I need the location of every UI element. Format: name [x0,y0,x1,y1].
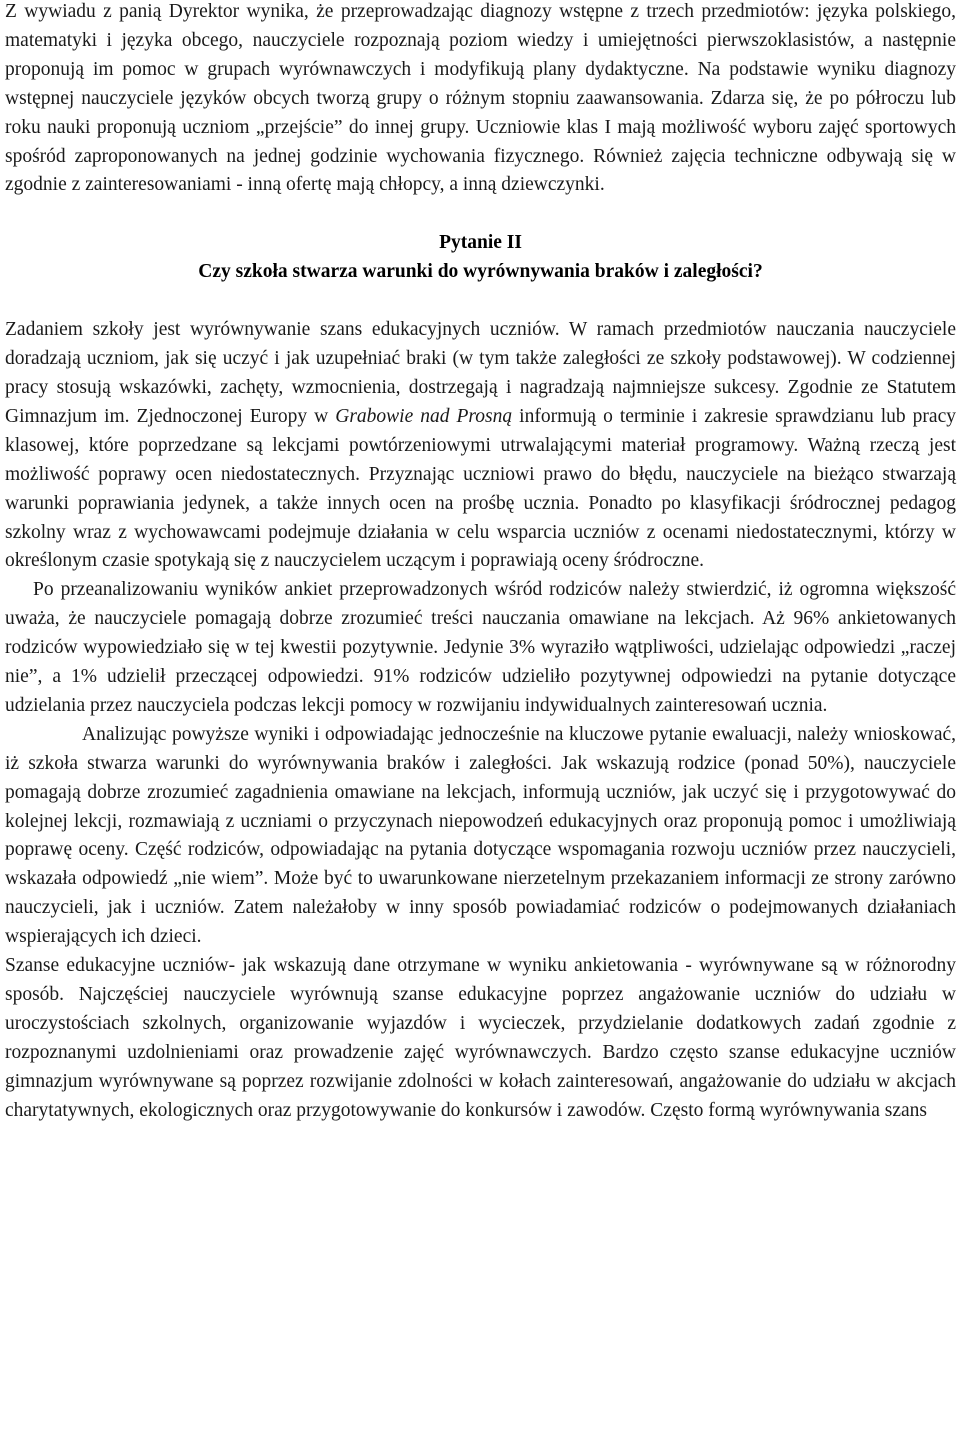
spacer [5,200,956,229]
paragraph-answer-part1: Zadaniem szkoły jest wyrównywanie szans edukacyjnych uczniów. W ramach przedmiotów nauczania nauczyciele doradzają uczniom, jak się uczyć i jak uzupełniać braki (w tym także zaległości ze szkoły podstawowej). W codziennej pracy stosują wskazówki, zachęty, wzmocnienia, dostrzegają i nagradzają najmniejsze sukcesy. Zgodnie ze Statutem Gimnazjum im. Zjednoczonej Europy w [5,319,956,427]
paragraph-analysis: Analizując powyższe wyniki i odpowiadając jednocześnie na kluczowe pytanie ewaluacji, należy wnioskować, iż szkoła stwarza warunki do wyrównywania braków i zaległości. Jak wskazują rodzice (ponad 50%), nauczyciele pomagają dobrze zrozumieć zagadnienia omawiane na lekcjach, informują uczniów, jak uczyć się i przygotowywać do kolejnej lekcji, rozmawiają z uczniami o przyczynach niepowodzeń edukacyjnych oraz proponują pomoc i umożliwiają poprawę oceny. Część rodziców, odpowiadając na pytania dotyczące wspomagania rozwoju uczniów przez nauczycieli, wskazała odpowiedź „nie wiem”. Może być to uwarunkowane nierzetelnym przekazaniem informacji ze strony zarówno nauczycieli, jak i uczniów. Zatem należałoby w inny sposób powiadamiać rodziców o podejmowanych działaniach wspierających ich dzieci. [5,723,956,948]
place-name-italic: Grabowie nad Prosną [335,405,513,427]
paragraph-intro: Z wywiadu z panią Dyrektor wynika, że przeprowadzając diagnozy wstępne z trzech przedmiotów: języka polskiego, matematyki i języka obcego, nauczyciele rozpoznają poziom wiedzy i umiejętności pierwszoklasistów, a następnie proponują im pomoc w grupach wyrównawczych i modyfikują plany dydaktyczne. Na podstawie wyniku diagnozy wstępnej nauczyciele języków obcych tworzą grupy o różnym stopniu zaawansowania. Zdarza się, że po półroczu lub roku nauki proponują uczniom „przejście” do innej grupy. Uczniowie klas I mają możliwość wyboru zajęć sportowych spośród zaproponowanych na jednej godzinie wychowania fizycznego. Również zajęcia techniczne odbywają się w zgodnie z zainteresowaniami - inną ofertę mają chłopcy, a inną dziewczynki. [5,1,956,196]
spacer [5,287,956,316]
question-label: Pytanie II [439,232,522,254]
paragraph-chances: Szanse edukacyjne uczniów- jak wskazują dane otrzymane w wyniku ankietowania - wyrównywane są w różnorodny sposób. Najczęściej nauczyciele wyrównują szanse edukacyjne poprzez angażowanie uczniów do udziału w uroczystościach szkolnych, organizowanie wyjazdów i wycieczek, przydzielanie dodatkowych zadań zgodnie z rozpoznanymi uzdolnieniami oraz prowadzenie zajęć wyrównawczych. Bardzo często szanse edukacyjne uczniów gimnazjum wyrównywane są poprzez rozwijanie zdolności w kołach zainteresowań, angażowanie do udziału w akcjach charytatywnych, ekologicznych oraz przygotowywanie do konkursów i zawodów. Często formą wyrównywania szans [5,955,956,1121]
paragraph-answer [5,316,956,576]
question-text: Czy szkoła stwarza warunki do wyrównywania braków i zaległości? [198,261,763,283]
paragraph-answer-part2: informują o terminie i zakresie sprawdzianu lub pracy klasowej, które poprzedzane są lekcjami powtórzeniowymi utrwalającymi materiał programowy. Ważną rzeczą jest możliwość poprawy ocen niedostatecznych. Przyznając uczniowi prawo do błędu, nauczyciele na bieżąco stwarzają warunki poprawiania jedynek, a także innych ocen na prośbę ucznia. Ponadto po klasyfikacji śródrocznej pedagog szkolny wraz z wychowawcami podejmuje działania w celu wsparcia uczniów z ocenami niedostatecznymi, którzy w określonym czasie spotykają się z nauczycielem uczącym i poprawiają oceny śródroczne. [5,405,956,572]
paragraph-survey: Po przeanalizowaniu wyników ankiet przeprowadzonych wśród rodziców należy stwierdzić, iż ogromna większość uważa, że nauczyciele pomagają dobrze zrozumieć treści nauczania omawiane na lekcjach. Aż 96% ankietowanych rodziców wypowiedziało się w tej kwestii pozytywnie. Jedynie 3% wyraziło wątpliwości, udzielając odpowiedzi „raczej nie”, a 1% udzielił przeczącej odpowiedzi. 91% rodziców udzieliło pozytywnej odpowiedzi na pytanie dotyczące udzielania przez nauczyciela podczas lekcji pomocy w rozwijaniu indywidualnych zainteresowań ucznia. [5,579,956,716]
